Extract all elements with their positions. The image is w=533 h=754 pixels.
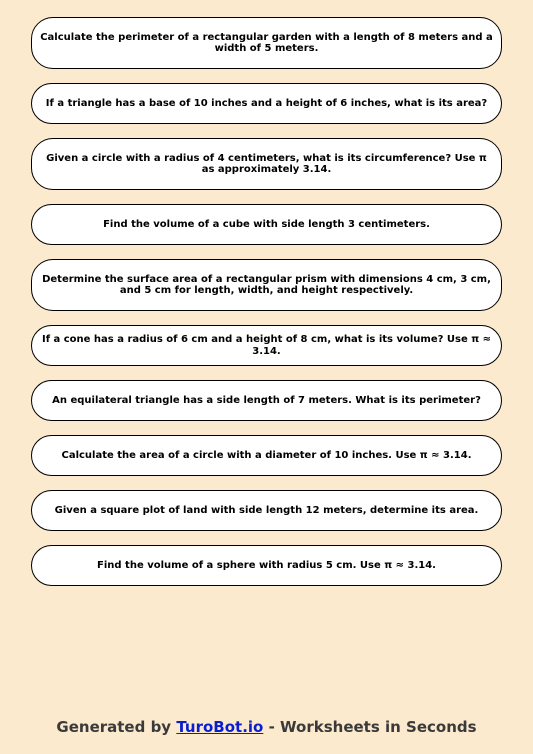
question-list — [31, 17, 502, 586]
question-card: Calculate the area of a circle with a diameter of 10 inches. Use π ≈ 3.14. — [31, 435, 502, 476]
question-card: Calculate the perimeter of a rectangular garden with a length of 8 meters and a width of 5 meters. — [31, 17, 502, 69]
question-card: If a cone has a radius of 6 cm and a height of 8 cm, what is its volume? Use π ≈ 3.14. — [31, 325, 502, 366]
question-card: Determine the surface area of a rectangular prism with dimensions 4 cm, 3 cm, and 5 cm for length, width, and height respectively. — [31, 259, 502, 311]
question-card: Given a square plot of land with side length 12 meters, determine its area. — [31, 490, 502, 531]
question-card: An equilateral triangle has a side length of 7 meters. What is its perimeter? — [31, 380, 502, 421]
footer — [0, 718, 533, 736]
question-card: Find the volume of a sphere with radius 5 cm. Use π ≈ 3.14. — [31, 545, 502, 586]
question-card: Find the volume of a cube with side length 3 centimeters. — [31, 204, 502, 245]
footer-suffix: - Worksheets in Seconds — [268, 718, 477, 736]
question-card: Given a circle with a radius of 4 centimeters, what is its circumference? Use π as approximately 3.14. — [31, 138, 502, 190]
question-card: If a triangle has a base of 10 inches and a height of 6 inches, what is its area? — [31, 83, 502, 124]
turobot-link[interactable]: TuroBot.io — [176, 718, 264, 736]
footer-prefix: Generated by — [56, 718, 172, 736]
